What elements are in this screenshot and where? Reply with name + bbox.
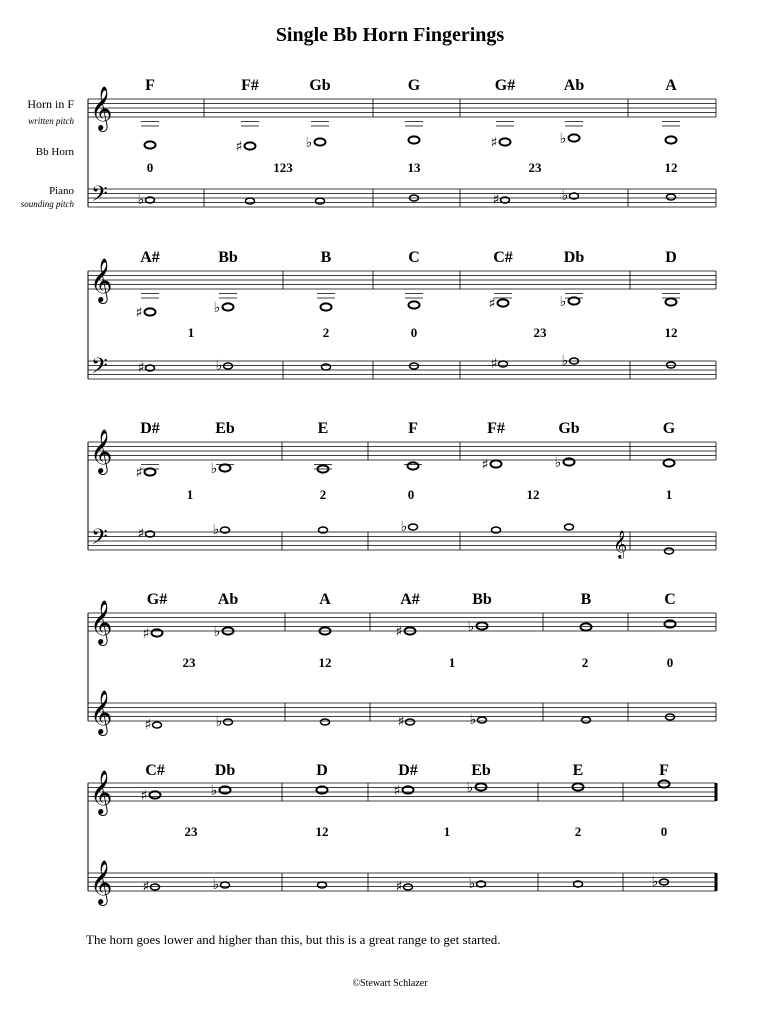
piano-whole-note [565,524,574,530]
fingering: 2 [322,325,330,340]
page-title: Single Bb Horn Fingerings [275,24,505,46]
note-name: F [408,420,418,437]
whole-note [150,791,161,798]
fingering: 2 [574,824,582,839]
piano-whole-note [404,884,413,890]
note-name: G [407,77,421,94]
whole-note [223,303,234,310]
whole-note [659,780,670,787]
note-name: F# [241,77,259,94]
piano-whole-note [409,524,418,530]
sharp-icon: ♯ [137,526,145,542]
fingering: 0 [666,655,674,670]
footer-text: The horn goes lower and higher than this, but this is a great range to get started. [86,932,501,947]
bass-clef-icon: 𝄢 [91,354,108,384]
fingering: 23 [182,655,196,670]
flat-icon: ♭ [554,455,562,471]
sharp-icon: ♯ [488,296,496,312]
piano-whole-note [153,722,162,728]
piano-whole-note [666,714,675,720]
sharp-icon: ♯ [235,139,243,155]
flat-icon: ♭ [212,877,220,893]
piano-whole-note [224,719,233,725]
whole-note [409,301,420,308]
note-name: G# [494,77,516,94]
sharp-icon: ♯ [395,624,403,640]
sharp-icon: ♯ [142,626,150,642]
fingering: 12 [664,160,678,175]
flat-icon: ♭ [213,300,221,316]
piano-whole-note [410,363,419,369]
note-name: G [662,420,676,437]
fingering: 1 [187,325,195,340]
fingering: 2 [581,655,589,670]
treble-clef-icon: 𝄞 [90,429,113,473]
piano-whole-note [667,194,676,200]
piano-whole-note [665,548,674,554]
treble-clef-icon: 𝄞 [90,86,113,130]
sharp-icon: ♯ [140,788,148,804]
bass-clef-icon: 𝄢 [91,182,108,212]
note-name: Ab [217,591,239,608]
fingering: 12 [526,487,540,502]
fingering: 23 [533,325,547,340]
note-name: D [316,762,328,779]
whole-note [573,783,584,790]
note-name: B [320,249,332,266]
whole-note [569,134,580,141]
whole-note [315,138,326,145]
flat-icon: ♭ [400,519,408,535]
note-name: Db [563,249,585,266]
piano-whole-note [318,882,327,888]
whole-note [220,464,231,471]
treble-clef-icon: 𝄞 [90,770,113,814]
note-name: E [317,420,329,437]
note-name: D [665,249,677,266]
whole-note [145,141,156,148]
flat-icon: ♭ [210,461,218,477]
flat-icon: ♭ [561,188,569,204]
whole-note [321,303,332,310]
sharp-icon: ♯ [490,356,498,372]
horn-label: Horn in F [27,97,74,111]
treble-clef-icon: 𝄞 [90,860,113,904]
sharp-icon: ♯ [492,192,500,208]
flat-icon: ♭ [467,619,475,635]
whole-note [476,783,487,790]
fingering: 12 [664,325,678,340]
note-name: A# [140,249,160,266]
whole-note [408,462,419,469]
flat-icon: ♭ [212,522,220,538]
note-name: D# [398,762,418,779]
note-name: Eb [471,762,491,779]
piano-whole-note [667,362,676,368]
flat-icon: ♭ [559,131,567,147]
sharp-icon: ♯ [135,305,143,321]
note-name: G# [146,591,168,608]
whole-note [477,622,488,629]
note-name: Gb [309,77,331,94]
note-name: A [319,591,331,608]
note-name: F# [487,420,505,437]
whole-note [145,308,156,315]
fingering: 23 [184,824,198,839]
flat-icon: ♭ [215,358,223,374]
fingering: 1 [665,487,673,502]
fingering: 1 [443,824,451,839]
piano-label: Piano [48,185,74,197]
bass-clef-icon: 𝄢 [91,525,108,555]
fingering: 123 [273,160,293,175]
flat-icon: ♭ [466,780,474,796]
whole-note [581,623,592,630]
whole-note [666,136,677,143]
copyright: ©Stewart Schlazer [352,978,428,989]
sharp-icon: ♯ [481,457,489,473]
whole-note [409,136,420,143]
note-name: C# [493,249,513,266]
flat-icon: ♭ [469,712,477,728]
note-name: C [664,591,676,608]
fingering: 1 [186,487,194,502]
fingering: 12 [318,655,332,670]
note-name: Db [214,762,236,779]
sharp-icon: ♯ [490,135,498,151]
fingering: 0 [410,325,418,340]
flat-icon: ♭ [210,783,218,799]
note-name: Bb [218,249,238,266]
piano-sublabel: sounding pitch [20,199,74,209]
note-name: C# [145,762,165,779]
horn-sublabel: written pitch [28,116,74,126]
sharp-icon: ♯ [142,879,150,895]
fingering: 0 [146,160,154,175]
whole-note [145,468,156,475]
note-name: A [665,77,677,94]
treble-clef-icon: 𝄞 [90,600,113,644]
sharp-icon: ♯ [397,714,405,730]
whole-note [491,460,502,467]
note-name: A# [400,591,420,608]
piano-whole-note [321,719,330,725]
note-name: Gb [558,420,580,437]
note-name: B [580,591,592,608]
sharp-icon: ♯ [137,360,145,376]
piano-whole-note [224,363,233,369]
flat-icon: ♭ [305,135,313,151]
note-name: Bb [472,591,492,608]
note-name: F [145,77,155,94]
flat-icon: ♭ [559,294,567,310]
fingering: 0 [407,487,415,502]
piano-whole-note [151,884,160,890]
piano-whole-note [322,364,331,370]
fingering: 23 [528,160,542,175]
piano-whole-note [499,361,508,367]
flat-icon: ♭ [137,192,145,208]
flat-icon: ♭ [651,874,659,890]
note-name: C [408,249,420,266]
treble-clef-icon: 𝄞 [90,690,113,734]
note-name: Ab [563,77,585,94]
whole-note [498,299,509,306]
note-name: D# [140,420,160,437]
whole-note [564,458,575,465]
note-name: F [659,762,669,779]
whole-note [245,142,256,149]
flat-icon: ♭ [468,876,476,892]
whole-note [500,138,511,145]
sharp-icon: ♯ [395,879,403,895]
fingering: 1 [448,655,456,670]
fingering: 13 [407,160,421,175]
sharp-icon: ♯ [135,465,143,481]
sharp-icon: ♯ [393,783,401,799]
piano-whole-note [406,719,415,725]
whole-note [664,459,675,466]
treble-clef-change-icon: 𝄞 [613,530,628,558]
fingering: 12 [315,824,329,839]
whole-note [152,629,163,636]
sharp-icon: ♯ [144,717,152,733]
treble-clef-icon: 𝄞 [90,258,113,302]
piano-whole-note [582,717,591,723]
whole-note [569,297,580,304]
piano-whole-note [246,198,255,204]
piano-whole-note [478,717,487,723]
flat-icon: ♭ [215,714,223,730]
fingering: 2 [319,487,327,502]
bb-horn-label: Bb Horn [35,146,74,158]
flat-icon: ♭ [561,353,569,369]
piano-whole-note [316,198,325,204]
whole-note [666,298,677,305]
piano-whole-note [221,882,230,888]
note-name: Eb [215,420,235,437]
flat-icon: ♭ [213,624,221,640]
fingering: 0 [660,824,668,839]
note-name: E [572,762,584,779]
